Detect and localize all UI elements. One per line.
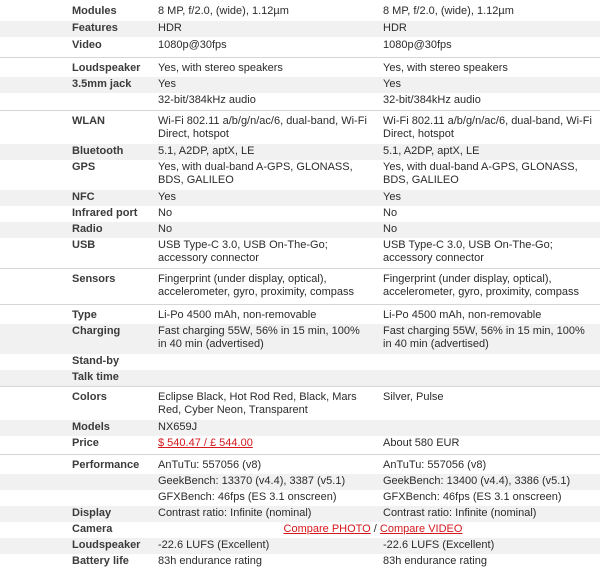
table-row <box>0 370 600 386</box>
value-phone-2: Yes <box>383 191 401 203</box>
row-label: Stand-by <box>72 355 120 367</box>
table-row <box>0 238 600 268</box>
link-separator: / <box>370 523 380 535</box>
table-row <box>0 222 600 238</box>
value-phone-1: Fingerprint (under display, optical), accelerometer, gyro, proximity, compass <box>158 273 355 298</box>
value-phone-2: Fast charging 55W, 56% in 15 min, 100% in 40 min (advertised) <box>383 325 585 350</box>
value-phone-2: -22.6 LUFS (Excellent) <box>383 539 495 551</box>
section-sound <box>0 57 600 110</box>
table-row <box>0 474 600 490</box>
value-phone-2: Yes, with stereo speakers <box>383 62 508 74</box>
table-row <box>0 190 600 206</box>
row-label: Models <box>72 421 110 433</box>
value-phone-1: Yes, with stereo speakers <box>158 62 283 74</box>
value-phone-2: Yes, with dual-band A-GPS, GLONASS, BDS, GALILEO <box>383 161 578 186</box>
value-phone-1: NX659J <box>158 421 198 433</box>
value-phone-1: AnTuTu: 557056 (v8) <box>158 459 262 471</box>
value-phone-2: No <box>383 207 398 219</box>
value-phone-1 <box>158 370 368 371</box>
value-phone-1: 32-bit/384kHz audio <box>158 94 256 106</box>
value-phone-1: 83h endurance rating <box>158 555 262 567</box>
value-phone-1: Wi-Fi 802.11 a/b/g/n/ac/6, dual-band, Wi-Fi Direct, hotspot <box>158 115 367 140</box>
value-phone-2: 5.1, A2DP, aptX, LE <box>383 145 480 157</box>
table-row <box>0 420 600 436</box>
table-row <box>0 77 600 93</box>
row-label <box>72 93 150 94</box>
compare-photo-link[interactable]: Compare PHOTO <box>283 523 371 535</box>
table-row <box>0 458 600 474</box>
row-label: Performance <box>72 459 140 471</box>
value-phone-1 <box>158 354 368 355</box>
value-phone-1: 5.1, A2DP, aptX, LE <box>158 145 255 157</box>
row-label <box>72 474 150 475</box>
value-phone-2: GFXBench: 46fps (ES 3.1 onscreen) <box>383 491 562 503</box>
value-phone-1: Li-Po 4500 mAh, non-removable <box>158 309 317 321</box>
value-phone-2: Li-Po 4500 mAh, non-removable <box>383 309 542 321</box>
row-label: Display <box>72 507 112 519</box>
table-row <box>0 38 600 54</box>
row-label: Charging <box>72 325 121 337</box>
table-row <box>0 160 600 190</box>
compare-video-link[interactable]: Compare VIDEO <box>379 523 463 535</box>
value-phone-1: HDR <box>158 22 182 34</box>
value-phone-2: 1080p@30fps <box>383 39 452 51</box>
value-phone-1: Eclipse Black, Hot Rod Red, Black, Mars Red, Cyber Neon, Transparent <box>158 391 357 416</box>
table-row <box>0 324 600 354</box>
value-phone-2: No <box>383 223 398 235</box>
table-row <box>0 490 600 506</box>
section-tests <box>0 454 600 575</box>
table-row <box>0 390 600 420</box>
row-label: Talk time <box>72 371 119 383</box>
value-phone-1: 8 MP, f/2.0, (wide), 1.12µm <box>158 5 289 17</box>
value-phone-2: Silver, Pulse <box>383 391 444 403</box>
table-row <box>0 436 600 452</box>
value-phone-2: Wi-Fi 802.11 a/b/g/n/ac/6, dual-band, Wi-Fi Direct, hotspot <box>383 115 592 140</box>
value-phone-2: About 580 EUR <box>383 437 460 449</box>
value-phone-2: Contrast ratio: Infinite (nominal) <box>383 507 537 519</box>
table-row <box>0 506 600 522</box>
table-row <box>0 272 600 302</box>
value-phone-1: 1080p@30fps <box>158 39 227 51</box>
value-phone-2 <box>383 370 593 371</box>
row-label: 3.5mm jack <box>72 78 132 90</box>
value-phone-2 <box>383 420 593 421</box>
section-features <box>0 268 600 304</box>
value-phone-2: 32-bit/384kHz audio <box>383 94 481 106</box>
row-label: Camera <box>72 523 113 535</box>
value-phone-1: Yes <box>158 78 176 90</box>
value-phone-1: No <box>158 207 173 219</box>
row-label: Sensors <box>72 273 116 285</box>
row-label: Video <box>72 39 102 51</box>
value-phone-1: Fast charging 55W, 56% in 15 min, 100% in 40 min (advertised) <box>158 325 360 350</box>
row-label: NFC <box>72 191 95 203</box>
value-phone-1: GeekBench: 13370 (v4.4), 3387 (v5.1) <box>158 475 346 487</box>
table-row <box>0 538 600 554</box>
value-phone-1: Contrast ratio: Infinite (nominal) <box>158 507 312 519</box>
camera-compare-links <box>158 522 588 536</box>
table-row <box>0 144 600 160</box>
row-label: Loudspeaker <box>72 539 141 551</box>
row-label: Type <box>72 309 97 321</box>
value-phone-2: GeekBench: 13400 (v4.4), 3386 (v5.1) <box>383 475 571 487</box>
row-label: Loudspeaker <box>72 62 141 74</box>
row-label: Infrared port <box>72 207 138 219</box>
row-label: Price <box>72 437 99 449</box>
table-row <box>0 308 600 324</box>
value-phone-2: 83h endurance rating <box>383 555 487 567</box>
row-label: USB <box>72 239 96 251</box>
value-phone-2: Fingerprint (under display, optical), accelerometer, gyro, proximity, compass <box>383 273 580 298</box>
price-link[interactable]: $ 540.47 / £ 544.00 <box>158 437 253 449</box>
row-label <box>72 490 150 491</box>
value-phone-1: GFXBench: 46fps (ES 3.1 onscreen) <box>158 491 337 503</box>
value-phone-2: 8 MP, f/2.0, (wide), 1.12µm <box>383 5 514 17</box>
section-selfie-camera <box>0 0 600 57</box>
row-label: Colors <box>72 391 107 403</box>
table-row <box>0 61 600 77</box>
table-row <box>0 21 600 37</box>
table-row <box>0 554 600 570</box>
table-row <box>0 93 600 109</box>
value-phone-1: Yes, with dual-band A-GPS, GLONASS, BDS, GALILEO <box>158 161 353 186</box>
row-label: Features <box>72 22 118 34</box>
section-misc <box>0 386 600 453</box>
value-phone-1: Yes <box>158 191 176 203</box>
value-phone-1: -22.6 LUFS (Excellent) <box>158 539 270 551</box>
value-phone-1: No <box>158 223 173 235</box>
value-phone-2: HDR <box>383 22 407 34</box>
value-phone-1: USB Type-C 3.0, USB On-The-Go; accessory connector <box>158 239 328 264</box>
row-label: Modules <box>72 5 117 17</box>
value-phone-2: USB Type-C 3.0, USB On-The-Go; accessory connector <box>383 239 553 264</box>
section-battery <box>0 304 600 385</box>
table-row <box>0 206 600 222</box>
row-label: Bluetooth <box>72 145 124 157</box>
value-phone-2: AnTuTu: 557056 (v8) <box>383 459 487 471</box>
section-comms <box>0 110 600 268</box>
row-label: Radio <box>72 223 103 235</box>
row-label: Battery life <box>72 555 129 567</box>
row-label: GPS <box>72 161 96 173</box>
table-row <box>0 4 600 20</box>
row-label: WLAN <box>72 115 105 127</box>
value-phone-2 <box>383 354 593 355</box>
value-phone-2: Yes <box>383 78 401 90</box>
table-row <box>0 114 600 144</box>
table-row <box>0 354 600 370</box>
table-row <box>0 522 600 538</box>
